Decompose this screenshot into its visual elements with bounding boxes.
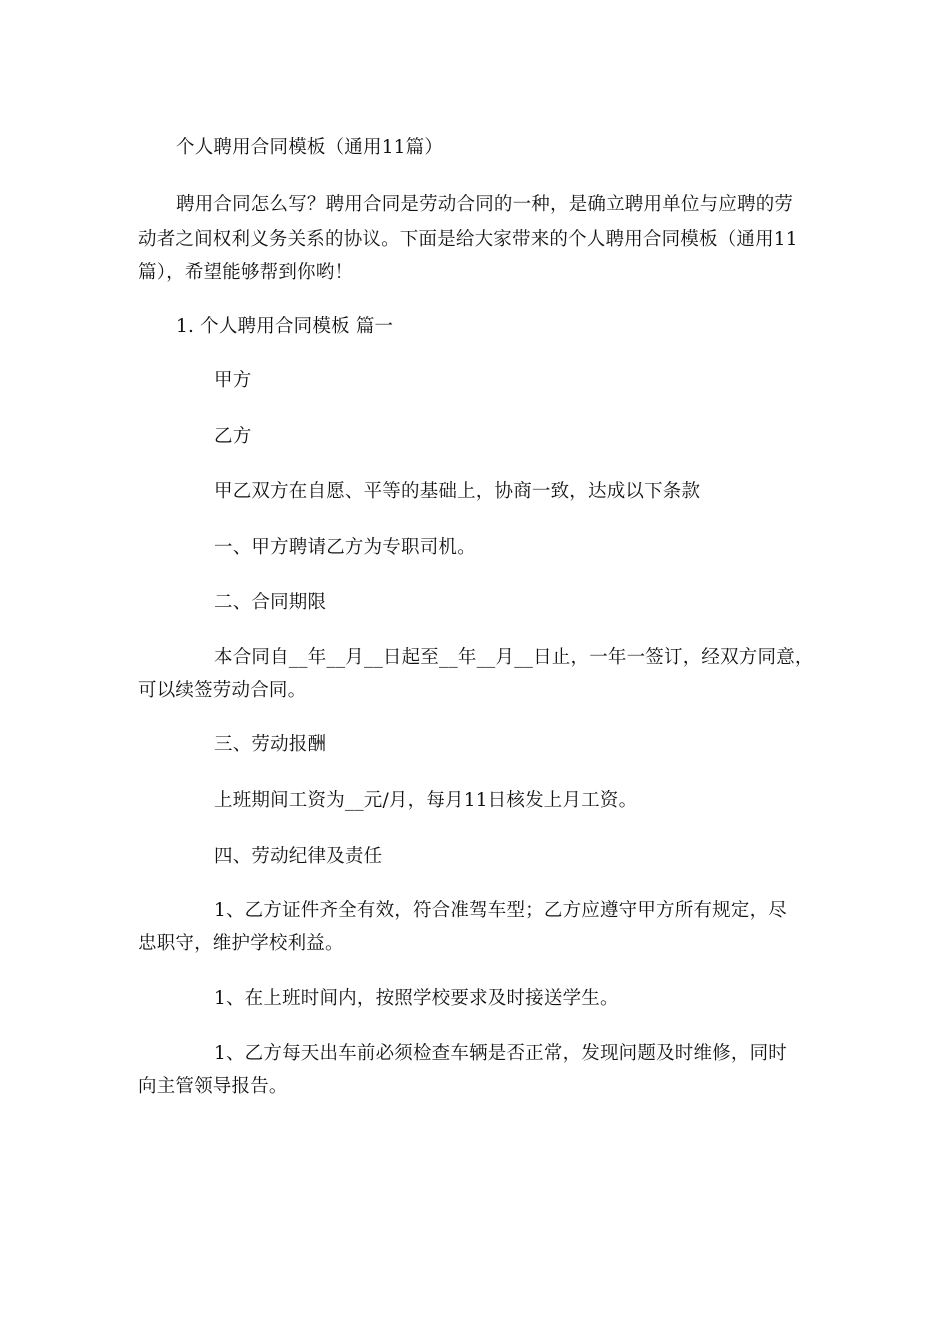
- intro-paragraph-line: 篇），希望能够帮到你哟！: [138, 262, 354, 283]
- duty-item-line: 1、乙方每天出车前必须检查车辆是否正常，发现问题及时维修，同时: [214, 1043, 787, 1064]
- agreement-text: 甲乙双方在自愿、平等的基础上，协商一致，达成以下条款: [214, 481, 701, 502]
- clause-four-heading: 四、劳动纪律及责任: [214, 846, 383, 867]
- intro-paragraph-line: 聘用合同怎么写？聘用合同是劳动合同的一种，是确立聘用单位与应聘的劳: [176, 194, 794, 215]
- clause-one: 一、甲方聘请乙方为专职司机。: [214, 537, 476, 558]
- document-title: 个人聘用合同模板（通用11篇）: [176, 137, 444, 158]
- duty-item-line: 1、乙方证件齐全有效，符合准驾车型；乙方应遵守甲方所有规定，尽: [214, 900, 787, 921]
- section-heading: 1. 个人聘用合同模板 篇一: [176, 316, 394, 337]
- intro-paragraph-line: 动者之间权利义务关系的协议。下面是给大家带来的个人聘用合同模板（通用11: [138, 229, 798, 250]
- duty-item-line: 1、在上班时间内，按照学校要求及时接送学生。: [214, 988, 619, 1009]
- duty-item-line: 向主管领导报告。: [138, 1076, 288, 1097]
- clause-two-text-line: 本合同自__年__月__日起至__年__月__日止，一年一签订，经双方同意，: [214, 647, 814, 668]
- party-b-label: 乙方: [214, 426, 252, 447]
- clause-three-text: 上班期间工资为__元/月，每月11日核发上月工资。: [214, 790, 638, 811]
- clause-two-heading: 二、合同期限: [214, 592, 327, 613]
- party-a-label: 甲方: [214, 370, 252, 391]
- clause-three-heading: 三、劳动报酬: [214, 734, 327, 755]
- duty-item-line: 忠职守，维护学校利益。: [138, 933, 344, 954]
- clause-two-text-line: 可以续签劳动合同。: [138, 680, 307, 701]
